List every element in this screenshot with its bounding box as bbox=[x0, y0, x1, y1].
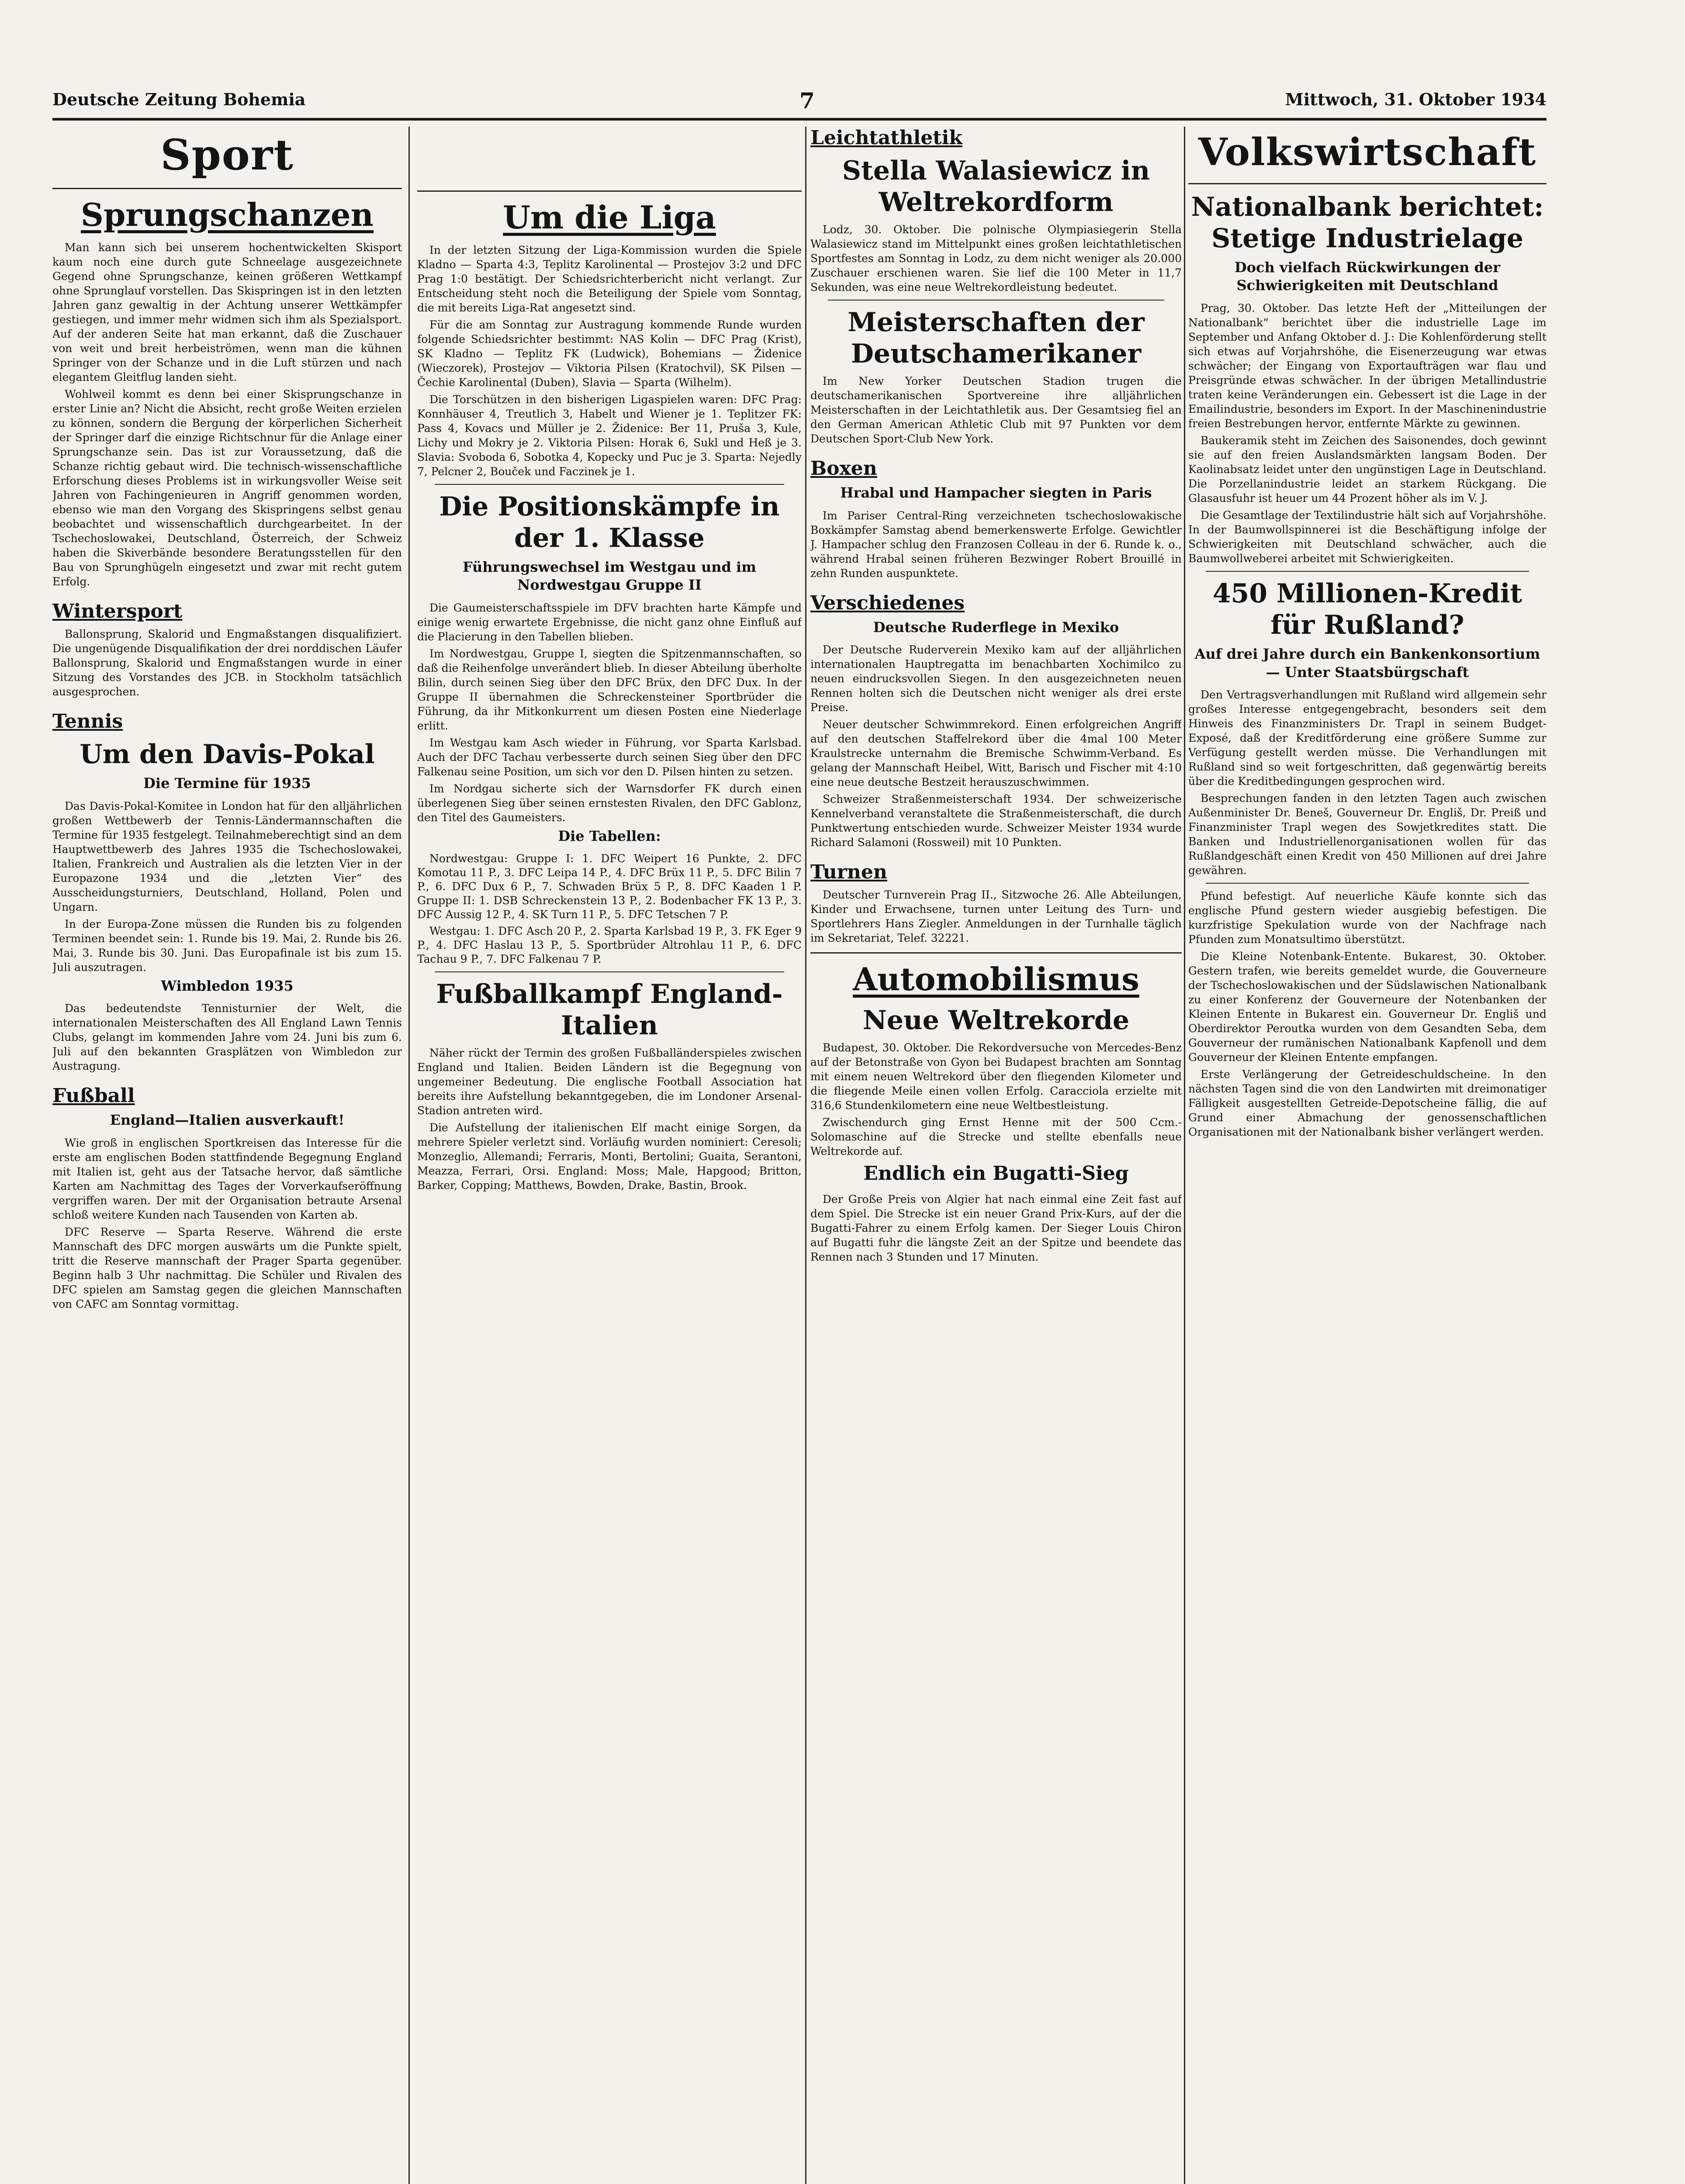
article-text: Das Davis-Pokal-Komitee in London hat für den alljährlichen großen Wettbewerb der Tennis-Ländermannschaften die Termine für 1935 festgelegt. Teilnahmeberechtigt sind an dem Hauptwettbewerb des Jahres 1935 die Tschechoslowakei, Italien, Frankreich und Australien als die letzten Vier in der Europazone 1934 und die „letzten Vier“ des Ausscheidungsturniers, Deutschland, Holland, Polen und Ungarn. bbox=[52, 799, 402, 913]
article-text: Den Vertragsverhandlungen mit Rußland wird allgemein sehr großes Interesse entgegengebracht, besonders seit dem Hinweis des Finanzministers Dr. Trapl in seinem Budget-Exposé, daß der Kreditförderung eine größere Summe zur Verfügung gestellt werden müsse. Die Verhandlungen mit Rußland sind so weit fortgeschritten, daß gegenwärtig bereits über die Kreditbedingungen gesprochen wird. bbox=[1188, 688, 1547, 788]
article-text: Der Große Preis von Algier hat nach einmal eine Zeit fast auf dem Spiel. Die Strecke ist ein neuer Grand Prix-Kurs, auf der die Bugatti-Fahrer zu einem Erfolg kamen. Der Sieger Louis Chiron auf Bugatti fuhr die längste Zeit an der Spitze und beendete das Rennen nach 3 Stunden und 17 Minuten. bbox=[810, 1193, 1182, 1264]
article-title: Stella Walasiewicz in Weltrekordform bbox=[842, 156, 1150, 218]
spacer bbox=[417, 127, 802, 183]
article-text: Erste Verlängerung der Getreideschuldscheine. In den nächsten Tagen sind die von den Landwirten mit dreimonatiger Fälligkeit ausgestellten Getreide-Depotscheine fällig, die auf Grund einer Abmachung der genossenschaftlichen Organisationen mit der Nationalbank bisher verlängert werden. bbox=[1188, 1068, 1547, 1139]
article-subtitle: England—Italien ausverkauft! bbox=[110, 1112, 345, 1129]
column-sport-right bbox=[417, 127, 802, 2184]
article-title: Sprungschanzen bbox=[80, 196, 374, 234]
article-text: Näher rückt der Termin des großen Fußballänderspieles zwischen England und Italien. Beiden Ländern ist die Begegnung von ungemeiner Bedeutung. Die englische Football Association hat bereits ihre Aufstellung bekanntgegeben, die im Londoner Arsenal-Stadion antreten wird. bbox=[417, 1046, 802, 1117]
subsection-title: Fußball bbox=[52, 1085, 135, 1107]
article-text: Die Aufstellung der italienischen Elf macht einige Sorgen, da mehrere Spieler verletzt sind. Vorläufig wurden nominiert: Ceresoli; Monzeglio, Allemandi; Ferraris, Monti, Bertolini; Guaita, Serantoni, Meazza, Ferrari, Orsi. England: Moss; Male, Hapgood; Britton, Barker, Copping; Matthews, Bowden, Drake, Bastin, Brook. bbox=[417, 1121, 802, 1192]
masthead-rule bbox=[52, 118, 1547, 121]
article-text: Die Gesamtlage der Textilindustrie hält sich auf Vorjahrshöhe. In der Baumwollspinnerei ist die Beschäftigung infolge der Schwierigkeiten mit Deutschland schwächer, auch die Baumwollweberei arbeitet mit Schwierigkeiten. bbox=[1188, 509, 1547, 565]
article-text: Prag, 30. Oktober. Das letzte Heft der „Mitteilungen der Nationalbank“ berichtet über die industrielle Lage im September und Anfang Oktober d. J.: Die Kohlenförderung stellt sich etwas auf Vorjahrshöhe, die Eisenerzeugung war etwas schwächer; der Eingang von Exportaufträgen war flau und Preisgründe etwas schwächer. In der übrigen Metallindustrie traten keine Veränderungen ein. Gebessert ist die Lage in der Emailindustrie, besonders im Export. In der Maschinenindustrie freien Bestrebungen hervor, entfernte Märkte zu gewinnen. bbox=[1188, 302, 1547, 430]
article-text: Wohlweil kommt es denn bei einer Skisprungschanze in erster Linie an? Nicht die Absicht, recht große Weiten erzielen zu können, sondern die Bergung der körperlichen Sicherheit der Springer darf die einzige Richtschnur für die Anlage einer Sprungschanze sein. Das ist zur Voraussetzung, daß die Schanze richtig gebaut wird. Die technisch-wissenschaftliche Erforschung dieses Problems ist in wirkungsvoller Weise seit Jahren von Fachingenieuren in Angriff genommen worden, ebenso wie man den Vorgang des Skispringens selbst genau beobachtet und wissenschaftlich durchgearbeitet. In der Tschechoslowakei, Deutschland, Österreich, der Schweiz haben die Skiverbände besondere Beratungsstellen für den Bau von Sprunghügeln eingesetzt und zwar mit recht gutem Erfolg. bbox=[52, 388, 402, 588]
rule bbox=[810, 952, 1182, 954]
rule bbox=[435, 484, 784, 485]
section-title-automobilism: Automobilismus bbox=[853, 961, 1139, 998]
article-text: Westgau: 1. DFC Asch 20 P., 2. Sparta Karlsbad 19 P., 3. FK Eger 9 P., 4. DFC Haslau 13 P., 5. Sportbrüder Altrohlau 11 P., 6. DFC Tachau 9 P., 7. DFC Falkenau 7 P. bbox=[417, 924, 802, 965]
article-text: In der letzten Sitzung der Liga-Kommission wurden die Spiele Kladno — Sparta 4:3, Teplitz Karolinental — Prostejov 3:2 und DFC Prag 1:0 bestätigt. Der Schiedsrichterbericht nicht verlangt. Zur Entscheidung steht noch die Beteiligung der Spiele vom Sonntag, die mit bereits Liga-Rat angesetzt sind. bbox=[417, 243, 802, 314]
article-text: Für die am Sonntag zur Austragung kommende Runde wurden folgende Schiedsrichter bestimmt: NAS Kolin — DFC Prag (Krist), SK Kladno — Teplitz FK (Ludwick), Bohemians — Židenice (Wieczorek), Prostejov — Viktoria Pilsen (Kratochvil), SK Pilsen — Čechie Karolinental (Duben), Slavia — Sparta (Wilhelm). bbox=[417, 318, 802, 389]
article-text: In der Europa-Zone müssen die Runden bis zu folgenden Terminen beendet sein: 1. Runde bis 19. Mai, 2. Runde bis 26. Mai, 3. Runde bis 30. Juni. Das Europafinale ist bis zum 15. Juli auszutragen. bbox=[52, 917, 402, 974]
article-subtitle: Wimbledon 1935 bbox=[161, 977, 294, 994]
issue-date: Mittwoch, 31. Oktober 1934 bbox=[1285, 90, 1547, 109]
column-divider bbox=[1184, 127, 1185, 2184]
article-text: Lodz, 30. Oktober. Die polnische Olympiasiegerin Stella Walasiewicz stand im Mittelpunkt eines großen leichtathletischen Sportfestes am Sonntag in Lodz, zu dem nicht weniger als 20.000 Zuschauer erschienen waren. Sie lief die 100 Meter in 11,7 Sekunden, was eine neue Weltrekordleistung bedeutet. bbox=[810, 223, 1182, 294]
rule bbox=[1206, 571, 1529, 572]
masthead bbox=[52, 90, 1547, 116]
article-subtitle: Führungswechsel im Westgau und im Nordwestgau Gruppe II bbox=[462, 558, 756, 594]
rule bbox=[52, 188, 402, 189]
column-divider bbox=[805, 127, 806, 2184]
article-text: Budapest, 30. Oktober. Die Rekordversuche von Mercedes-Benz auf der Betonstraße von Gyon bei Budapest brachten am Sonntag mit einem neuen Weltrekord über den fliegenden Kilometer und die fliegende Meile einen vollen Erfolg. Caracciola erzielte mit 316,6 Stundenkilometern eine neue Weltbestleistung. bbox=[810, 1041, 1182, 1112]
subsection-title: Boxen bbox=[810, 457, 877, 480]
article-text: Das bedeutendste Tennisturnier der Welt, die internationalen Meisterschaften des All England Lawn Tennis Clubs, gelangt im kommenden Jahre vom 24. Juni bis zum 6. Juli auf den bekannten Grasplätzen von Wimbledon zur Austragung. bbox=[52, 1002, 402, 1073]
rule bbox=[1188, 183, 1547, 184]
article-text: Zwischendurch ging Ernst Henne mit der 500 Ccm.-Solomaschine auf die Strecke und stellte ebenfalls neue Weltrekorde auf. bbox=[810, 1116, 1182, 1158]
tables-title: Die Tabellen: bbox=[558, 827, 661, 844]
article-text: Die Kleine Notenbank-Entente. Bukarest, 30. Oktober. Gestern trafen, wie bereits gemeldet wurde, die Gouverneure der Tschechoslowakischen und der Südslawischen Nationalbank zu einer Konferenz der Gouverneure der Notenbanken der Kleinen Entente in Bukarest ein. Gouverneur Dr. Engliš und Oberdirektor Peroutka wurden von dem Gesandten Seba, dem Gouverneur der rumänischen Nationalbank Kapfenoll und dem Gouverneur der Kleinen Entente empfangen. bbox=[1188, 950, 1547, 1064]
article-text: Die Torschützen in den bisherigen Ligaspielen waren: DFC Prag: Konnhäuser 4, Treutlich 3, Habelt und Wiener je 1. Teplitzer FK: Pass 4, Kovacs und Müller je 2. Židenice: Ber 11, Pruša 3, Kule, Lichy und Mokry je 2. Viktoria Pilsen: Horak 6, Sukl und Heß je 3. Slavia: Svoboda 6, Sobotka 4, Kopecky und Puc je 3. Sparta: Nejedly 7, Pelcner 2, Bouček und Faczinek je 1. bbox=[417, 393, 802, 478]
rule bbox=[828, 300, 1164, 301]
rule bbox=[435, 971, 784, 972]
article-subtitle: Deutsche Ruderflege in Mexiko bbox=[873, 619, 1119, 636]
subsection-title: Turnen bbox=[810, 861, 887, 884]
column-sport-left bbox=[52, 127, 402, 2184]
article-text: Besprechungen fanden in den letzten Tagen auch zwischen Außenminister Dr. Beneš, Gouverneur Dr. Engliš, Dr. Preiß und Finanzminister Trapl wegen des Sowjetkredites statt. Die Banken und Industriellenorganisationen wollen für das Rußlandgeschäft einen Kredit von 450 Millionen auf drei Jahre gewähren. bbox=[1188, 792, 1547, 877]
article-text: Pfund befestigt. Auf neuerliche Käufe konnte sich das englische Pfund gestern wieder ausgiebig befestigen. Die kurzfristige Spekulation wurde von der Nachfrage nach Pfunden zum Monatsultimo überstützt. bbox=[1188, 890, 1547, 946]
article-text: Baukeramik steht im Zeichen des Saisonendes, doch gewinnt sie auf den freien Auslandsmärkten langsam Boden. Der Kaolinabsatz leidet unter den ungünstigen Lage in Deutschland. Die Porzellanindustrie leidet an starkem Rückgang. Die Glasausfuhr ist heuer um 44 Prozent höher als im V. J. bbox=[1188, 434, 1547, 505]
article-title: Neue Weltrekorde bbox=[863, 1005, 1129, 1036]
article-subtitle: Hrabal und Hampacher siegten in Paris bbox=[840, 484, 1152, 501]
subsection-title: Verschiedenes bbox=[810, 591, 965, 614]
article-text: Im Nordgau sicherte sich der Warnsdorfer FK durch einen überlegenen Sieg über seinen ernstesten Rivalen, den DFC Gablonz, den Titel des Gaumeisters. bbox=[417, 782, 802, 824]
section-title-economy: Volkswirtschaft bbox=[1198, 130, 1537, 174]
article-title: Meisterschaften der Deutschamerikaner bbox=[848, 307, 1145, 369]
article-title: 450 Millionen-Kredit für Rußland? bbox=[1212, 578, 1522, 641]
article-text: Die Gaumeisterschaftsspiele im DFV brachten harte Kämpfe und einige wenig erwartete Ergebnisse, die nicht ganz ohne Einfluß auf die Placierung in den Tabellen blieben. bbox=[417, 601, 802, 643]
article-text: Im Westgau kam Asch wieder in Führung, vor Sparta Karlsbad. Auch der DFC Tachau verbesserte durch seinen Sieg über den DFC Falkenau seine Position, um sich vor den D. Pilsen hinten zu setzen. bbox=[417, 736, 802, 778]
article-text: Deutscher Turnverein Prag II., Sitzwoche 26. Alle Abteilungen, Kinder und Erwachsene, turnen unter Leitung des Turn- und Sportlehrers Hans Ziegler. Anmeldungen in der Turnhalle täglich im Sekretariat, Telef. 32221. bbox=[810, 888, 1182, 945]
article-title: Um den Davis-Pokal bbox=[80, 739, 375, 770]
article-subtitle: Doch vielfach Rückwirkungen der Schwierigkeiten mit Deutschland bbox=[1234, 259, 1501, 294]
column-divider bbox=[408, 127, 410, 2184]
article-text: Im Nordwestgau, Gruppe I, siegten die Spitzenmannschaften, so daß die Reihenfolge unverändert blieb. In dieser Abteilung überholte Bilin, durch seinen Sieg über den DFC Brüx, den DFC Dux. In der Gruppe II übernahmen die Schreckensteiner Sportbrüder die Führung, da ihr Mitkonkurrent um diesen Posten eine Niederlage erlitt. bbox=[417, 647, 802, 732]
column-athletics bbox=[810, 127, 1182, 2184]
article-text: Man kann sich bei unserem hochentwickelten Skisport kaum noch eine durch gute Schneelage ausgezeichnete Gegend ohne Sprungschanze, keinen größeren Wettkampf ohne Sprunglauf vorstellen. Das Skispringen ist in den letzten Jahren ganz gewaltig in der Achtung unserer Wettkämpfer gestiegen, und immer mehr widmen sich ihm als Spezialsport. Auf der anderen Seite hat man erkannt, daß die Zuschauer von weit und breit herbeiströmen, wenn man die kühnen Springer von der Schanze und in die Luft stürzen und nach elegantem Gleitflug landen sieht. bbox=[52, 241, 402, 384]
rule bbox=[1206, 883, 1529, 884]
article-title: Endlich ein Bugatti-Sieg bbox=[863, 1162, 1129, 1185]
article-title: Um die Liga bbox=[503, 199, 716, 236]
paper-name: Deutsche Zeitung Bohemia bbox=[52, 90, 306, 109]
article-text: Im Pariser Central-Ring verzeichneten tschechoslowakische Boxkämpfer Samstag abend bemerkenswerte Erfolge. Gewichtler J. Hampacher schlug den Franzosen Colleau in der 6. Runde k. o., während Hrabal seinen früheren Bezwinger Robert Brouillé in zehn Runden auspunktete. bbox=[810, 509, 1182, 580]
subsection-title: Wintersport bbox=[52, 600, 183, 623]
article-text: Im New Yorker Deutschen Stadion trugen die deutschamerikanischen Sportvereine ihre alljährlichen Meisterschaften in der Leichtathletik aus. Der Gesamtsieg fiel an den German American Athletic Club mit 97 Punkten vor dem Deutschen Sport-Club New York. bbox=[810, 375, 1182, 445]
article-text: Nordwestgau: Gruppe I: 1. DFC Weipert 16 Punkte, 2. DFC Komotau 11 P., 3. DFC Leipa 14 P., 4. DFC Brüx 11 P., 5. DFC Bilin 7 P., 6. DFC Dux 6 P., 7. Schwaden Brüx 5 P., 8. DFC Kaaden 1 P. Gruppe II: 1. DSB Schreckenstein 13 P., 2. Bodenbacher FK 13 P., 3. DFC Aussig 12 P., 4. SK Turn 11 P., 5. DFC Tetschen 7 P. bbox=[417, 852, 802, 921]
article-title: Nationalbank berichtet: Stetige Industrielage bbox=[1191, 191, 1544, 254]
article-text: Schweizer Straßenmeisterschaft 1934. Der schweizerische Kennelverband veranstaltete die Straßenmeisterschaft, die durch Punktwertung entschieden wurde. Schweizer Meister 1934 wurde Richard Salamoni (Rossweil) mit 10 Punkten. bbox=[810, 793, 1182, 849]
section-title-sport: Sport bbox=[160, 130, 294, 180]
article-title: Die Positionskämpfe in der 1. Klasse bbox=[439, 491, 780, 553]
article-text: Der Deutsche Ruderverein Mexiko kam auf der alljährlichen internationalen Hauptregatta im benachbarten Xochimilco zu neuen eindrucksvollen Siegen. In den ausgezeichneten neuen Rennen holten sich die Deutschen nicht weniger als drei erste Preise. bbox=[810, 643, 1182, 714]
section-title: Leichtathletik bbox=[810, 127, 962, 149]
article-subtitle: Auf drei Jahre durch ein Bankenkonsortium — Unter Staatsbürgschaft bbox=[1194, 646, 1540, 681]
article-text: DFC Reserve — Sparta Reserve. Während die erste Mannschaft des DFC morgen auswärts um die Punkte spielt, tritt die Reserve mannschaft der Prager Sparta gegenüber. Beginn halb 3 Uhr nachmittag. Die Schüler und Rivalen des DFC spielen am Samstag gegen die gleichen Mannschaften von CAFC am Sonntag vormittag. bbox=[52, 1225, 402, 1310]
article-text: Neuer deutscher Schwimmrekord. Einen erfolgreichen Angriff auf den deutschen Staffelrekord über die 4mal 100 Meter Kraulstrecke unternahm die Bremische Schwimm-Verband. Es gelang der Mannschaft Heibel, Witt, Barisch und Fischer mit 4:10 eine neue deutsche Bestzeit herauszuschwimmen. bbox=[810, 718, 1182, 789]
article-text: Ballonsprung, Skalorid und Engmaßstangen disqualifiziert. Die ungenügende Disqualifikation der drei norddischen Läufer Ballonsprung, Skalorid und Engmaßstangen wurde in einer Sitzung des Vorstandes des JCB. in Stockholm tatsächlich ausgesprochen. bbox=[52, 628, 402, 698]
article-subtitle: Die Termine für 1935 bbox=[143, 775, 311, 792]
article-text: Wie groß in englischen Sportkreisen das Interesse für die erste am englischen Boden stattfindende Begegnung England mit Italien ist, geht aus der Tatsache hervor, daß sämtliche Karten am Nachmittag des Tages der Vorverkaufseröffnung vergriffen waren. Der mit der Organisation betraute Arsenal schloß weitere Kunden nach Tausenden von Karten ab. bbox=[52, 1136, 402, 1221]
subsection-title: Tennis bbox=[52, 710, 123, 733]
rule bbox=[417, 190, 802, 192]
column-economy bbox=[1188, 127, 1547, 2184]
page-number: 7 bbox=[799, 88, 815, 114]
article-title: Fußballkampf England-Italien bbox=[436, 978, 783, 1041]
